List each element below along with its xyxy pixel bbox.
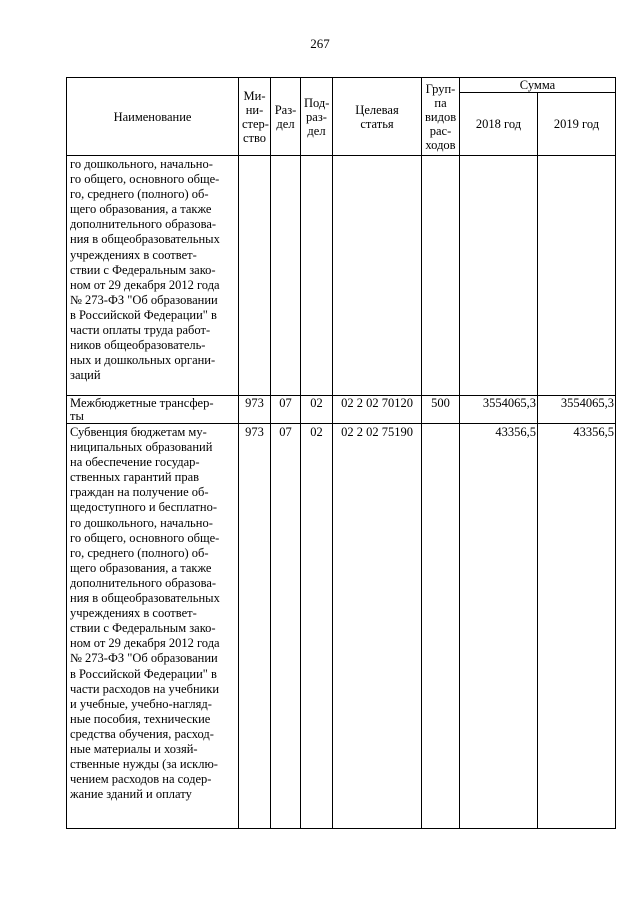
row-section	[271, 156, 301, 396]
row-2018: 3554065,3	[460, 396, 538, 424]
row-ministry: 973	[239, 424, 271, 829]
row-section: 07	[271, 424, 301, 829]
row-subsection: 02	[301, 424, 333, 829]
row-group	[422, 156, 460, 396]
header-subsection: Под- раз- дел	[301, 78, 333, 156]
table-row	[67, 156, 616, 396]
row-name: Межбюджетные трансфер- ты	[67, 396, 239, 424]
row-target	[333, 156, 422, 396]
header-year-2018: 2018 год	[460, 93, 538, 156]
row-name: го дошкольного, начально- го общего, основного обще- го, среднего (полного) об- щего образования, а также дополнительного образова- ния в общеобразовательных учреждениях в соответ- ствии с Федеральным зако- ном от 29 декабря 2012 года № 273-ФЗ "Об образовании в Российской Федерации" в части оплаты труда работ- ников общеобразователь- ных и дошкольных органи- заций	[67, 156, 239, 396]
table-row	[67, 424, 616, 829]
header-year-2019: 2019 год	[538, 93, 616, 156]
row-2018: 43356,5	[460, 424, 538, 829]
page-number: 267	[310, 36, 330, 51]
header-ministry: Ми- ни- стер- ство	[239, 78, 271, 156]
header-group: Груп- па видов рас- ходов	[422, 78, 460, 156]
budget-table	[66, 77, 616, 829]
row-section: 07	[271, 396, 301, 424]
row-target: 02 2 02 70120	[333, 396, 422, 424]
row-subsection: 02	[301, 396, 333, 424]
header-name: Наименование	[67, 78, 239, 156]
row-2019: 3554065,3	[538, 396, 616, 424]
row-group	[422, 424, 460, 829]
row-name: Субвенция бюджетам му- ниципальных образований на обеспечение государ- ственных гарантий прав граждан на получение об- щедоступного и бесплатно- го дошкольного, начально- го общего, основного обще- го, среднего (полного) об- щего образования, а также дополнительного образова- ния в общеобразовательных учреждениях в соответ- ствии с Федеральным зако- ном от 29 декабря 2012 года № 273-ФЗ "Об образовании в Российской Федерации" в части расходов на учебники и учебные, учебно-нагляд- ные пособия, технические средства обучения, расход- ные материалы и хозяй- ственные нужды (за исклю- чением расходов на содер- жание зданий и оплату	[67, 424, 239, 829]
table-row	[67, 396, 616, 424]
header-section: Раз- дел	[271, 78, 301, 156]
row-2019	[538, 156, 616, 396]
row-2018	[460, 156, 538, 396]
row-subsection	[301, 156, 333, 396]
row-ministry	[239, 156, 271, 396]
row-2019: 43356,5	[538, 424, 616, 829]
row-ministry: 973	[239, 396, 271, 424]
header-target: Целевая статья	[333, 78, 422, 156]
header-sum: Сумма	[460, 78, 616, 93]
row-target: 02 2 02 75190	[333, 424, 422, 829]
row-group: 500	[422, 396, 460, 424]
